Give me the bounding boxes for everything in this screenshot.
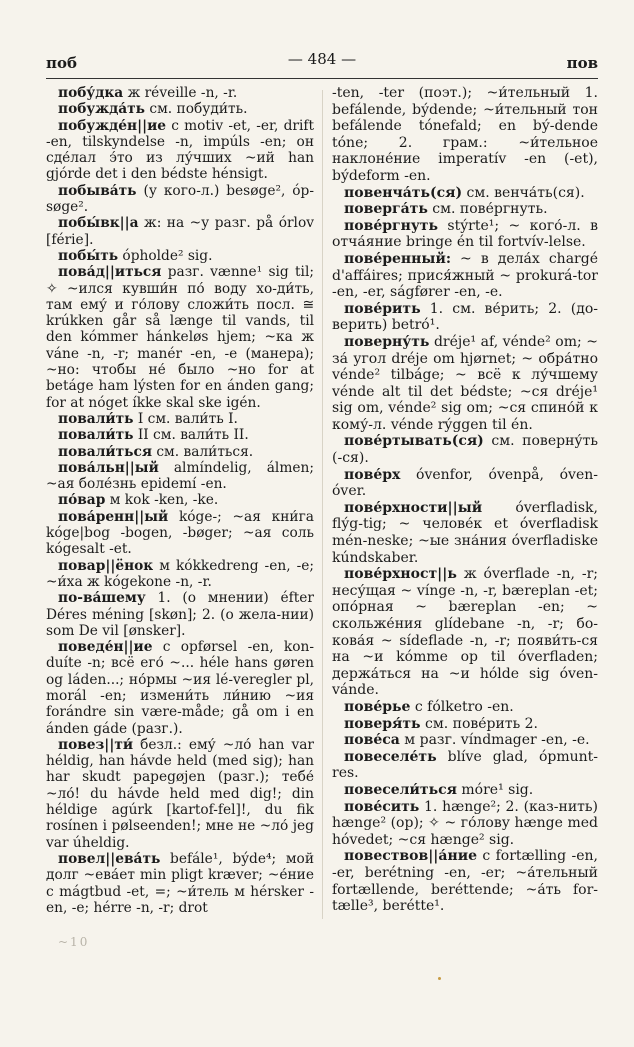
entry-definition: см. поверну́ть (-ся). [332,433,598,467]
dictionary-entry [332,467,598,500]
entry-headword: побужде́н||ие [58,117,167,134]
dictionary-entry [46,264,314,411]
entry-definition: с opførsel -en, kon-duíte -n; всё его́ ~... héle hans gøren og láden...; но́рмы ~ия lé-veregler pl, morál -en; измени́ть ли́нию ~ия forándre sin være-måde; gå om i en ánden gáde (разг.). [46,639,314,737]
dictionary-entry [46,460,314,493]
dictionary-entry [332,699,598,716]
entry-definition: ~ в дела́х chargé d'affáires; прися́жный ~ prokurá-tor -en, -er, ságfører -en, -e. [332,250,598,301]
dictionary-entry [332,85,598,185]
dictionary-entry [46,248,314,264]
entry-definition: ж: на ~у разг. på órlov [férie]. [46,215,314,248]
dictionary-entry [46,411,314,427]
entry-headword: пова́льн||ый [58,459,159,476]
entry-definition: см. вали́ться. [151,443,254,460]
dictionary-entry [46,639,314,737]
entry-definition: dréje¹ af, vénde² om; ~ за́ угол dréje om hjørnet; ~ обра́тно vénde² tilbáge; ~ всё к лу́чшему vénde alt til det bédste; ~ся dréje¹ sig om, vénde² sig om; ~ся спино́й к кому́-л. vénde rýggen til én. [332,333,598,433]
entry-definition: ж réveille -n, -r. [123,85,238,101]
entry-definition: с fólketro -en. [410,698,514,715]
dictionary-entry [332,500,598,566]
entry-definition: ópholde² sig. [118,247,213,264]
entry-headword: побы́вк||а [58,215,139,232]
entry-definition: blíve glad, ópmunt-res. [332,748,598,782]
entry-definition: безл.: ему́ ~ло́ han var héldig, han hávde held (med sig); han har skudt papegøjen (разг.); тебе́ ~ло́! du hávde held med dig!; din héldige agúrk [kartof-fel]!, du fik rosínen i pølseenden!; мне не ~ло́ jeg var úheldig. [46,736,314,851]
entry-headword: поверну́ть [344,333,430,350]
entry-headword: пова́д||иться [58,264,162,281]
entry-definition: almíndelig, álmen; ~ая боле́знь epidemí -en. [46,459,314,493]
dictionary-entry [46,851,314,916]
entry-definition: м kok -ken, -ke. [105,492,219,509]
entry-headword: побыва́ть [58,182,137,199]
entry-headword: пове́ргнуть [344,217,438,234]
entry-definition: móre¹ sig. [456,781,534,798]
entry-headword: повез||ти́ [58,736,134,753]
entry-headword: повеселе́ть [344,748,437,765]
dictionary-entry [46,737,314,851]
page-mark: ~10 [58,935,90,949]
entry-headword: повел||ева́ть [58,850,161,867]
entry-headword: по́вар [58,492,106,509]
entry-headword: пове́рх [344,466,401,483]
dictionary-entry [332,799,598,849]
column-divider [322,90,323,919]
dictionary-entry [332,732,598,749]
entry-headword: побу́дка [58,85,124,101]
entry-definition: (у кого-л.) besøge², óp-søge². [46,182,314,216]
header-right-guideword: пов [566,54,598,72]
entry-headword: пове́рить [344,300,421,317]
entry-headword: повали́ть [58,410,134,427]
entry-definition: ж óverflade -n, -r; несу́щая ~ vínge -n, -r, bæreplan -et; опо́рная ~ bæreplan -en; ~ скольже́ния glídebane -n, -r; бо-кова́я ~ sídeflade -n, -r; появи́ть-ся на ~и kómme op til óverfladen; держа́ться на ~и hólde sig óven-vánde. [332,566,598,699]
header-left-guideword: поб [46,54,77,72]
entry-definition: 1. см. ве́рить; 2. (до-верить) betró¹. [332,300,598,334]
entry-definition: 1. (о мнении) éfter Déres méning [skøn]; 2. (о жела-нии) som De vil [ønsker]. [46,590,314,639]
dictionary-entry [46,427,314,443]
entry-headword: пове́рье [344,698,411,715]
entry-definition: stýrte¹; ~ кого́-л. в отча́яние bringe én til fortvív-lelse. [332,217,598,251]
dictionary-entry [332,218,598,251]
entry-headword: пова́ренн||ый [58,508,169,525]
entry-headword: повенча́ть(ся) [344,184,463,201]
entry-headword: повесели́ться [344,781,457,798]
dictionary-entry [332,716,598,733]
entry-definition: óvenfor, óvenpå, óven-óver. [332,466,598,500]
entry-definition: óverfladisk, flýg-tig; ~ челове́к et óverfladisk mén-neske; ~ые зна́ния óverfladiske kúndskaber. [332,499,598,566]
dictionary-entry [332,433,598,466]
entry-definition: I см. вали́ть I. [133,410,238,427]
entry-headword: пове́ренный: [344,250,451,267]
left-column [46,85,314,916]
entry-definition: см. пове́ргнуть. [427,201,548,218]
dictionary-entry [46,101,314,117]
entry-headword: пове́ртывать(ся) [344,433,484,450]
dictionary-entry [46,558,314,591]
page-header [46,50,598,76]
entry-definition: с fortælling -en, -er, berétning -en, -er; ~а́тельный fortællende, beréttende; ~а́ть for-tælle³, berétte¹. [332,848,598,915]
entry-definition: разг. vænne¹ sig til; ✧ ~ился кувши́н по́ воду хо-ди́ть, там ему́ и го́лову сложи́ть посл. ≅ krúkken går så længe til vands, til den kómmer hánkeløs hjem; ~ка ж váne -n, -r; manér -en, -e (манера); ~но: чтобы не́ было ~но for at betáge ham lýsten for en ánden gang; for at nóget íkke skal ske igén. [46,264,314,411]
dictionary-entry [332,782,598,799]
dictionary-entry [46,590,314,639]
dictionary-entry [46,509,314,558]
dictionary-entry [46,183,314,216]
entry-headword: повали́ть [58,427,134,444]
header-rule [46,78,598,79]
entry-headword: поверга́ть [344,201,428,218]
paper-spot [438,977,441,980]
dictionary-entry [46,444,314,460]
entry-definition: befále¹, býde⁴; мой долг ~ева́ет min pligt kræver; ~е́ние с mágtbud -et, =; ~и́тель м hérsker -en, -e; hérre -n, -r; drot [46,850,314,916]
entry-definition: kóge-; ~ая кни́га kóge|bog -bogen, -bøger; ~ая соль kógesalt -et. [46,508,314,558]
right-column [332,85,598,915]
entry-definition: см. побуди́ть. [145,101,248,118]
dictionary-entry [332,185,598,202]
entry-headword: повали́ться [58,443,152,460]
entry-headword: поверя́ть [344,715,421,732]
entry-headword: повар||ёнок [58,557,154,574]
dictionary-entry [46,492,314,508]
dictionary-entry [332,201,598,218]
dictionary-entry [332,334,598,434]
entry-headword: по-ва́шему [58,590,146,607]
entry-headword: повествов||а́ние [344,848,478,865]
dictionary-entry [332,848,598,914]
dictionary-entry [332,566,598,699]
dictionary-entry [46,215,314,248]
entry-headword: пове́рхности||ый [344,499,483,516]
page-number: — 484 — [287,50,357,68]
entry-definition: 1. hænge²; 2. (каз-нить) hænge² (op); ✧ ~ го́лову hænge med hóvedet; ~ся hænge² sig. [332,798,598,848]
entry-definition: м разг. víndmager -en, -e. [399,732,590,749]
dictionary-entry [46,118,314,183]
entry-headword: пове́рхност||ь [344,566,457,583]
dictionary-entry [332,749,598,782]
dictionary-entry [332,301,598,334]
entry-headword: побы́ть [58,247,119,264]
entry-definition: II см. вали́ть II. [133,427,249,444]
entry-definition: с motiv -et, -er, drift -en, tilskyndelse -n, impúls -en; он сде́лал э́то из лу́чших ~ий han gjórde det i den bédste hénsigt. [46,117,314,183]
entry-definition: -ten, -ter (поэт.); ~и́тельный 1. befálende, býdende; ~и́тельный тон befálende tónefald; en bý-dende tóne; 2. грам.: ~и́тельное наклоне́ние imperatív -en (-et), býdeform -en. [332,85,598,184]
entry-headword: поведе́н||ие [58,639,153,656]
entry-definition: см. пове́рить 2. [420,715,539,732]
entry-headword: пове́сить [344,798,420,815]
dictionary-entry [332,251,598,301]
dictionary-entry [46,85,314,101]
entry-definition: см. венча́ть(ся). [462,184,585,201]
entry-definition: м kókkedreng -en, -e; ~и́ха ж kógekone -n, -r. [46,557,314,590]
entry-headword: пове́са [344,732,400,749]
entry-headword: побужда́ть [58,101,146,118]
